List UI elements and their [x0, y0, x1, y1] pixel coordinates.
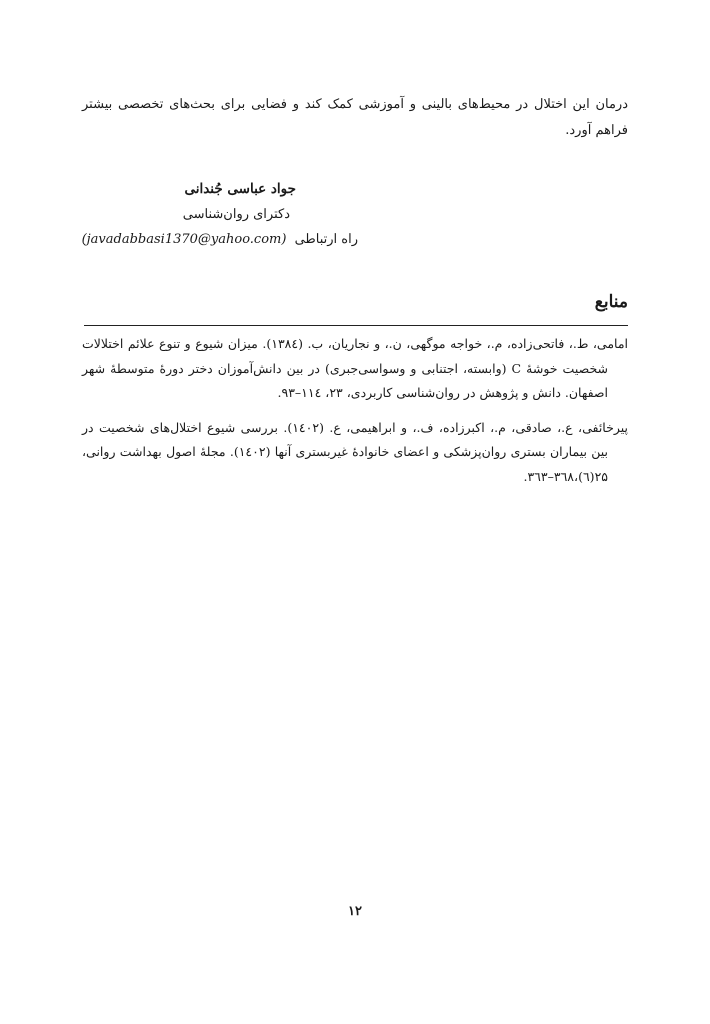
reference-item: امامی، ط.، فاتحی‌زاده، م.، خواجه موگهی، ن.، و نجاریان، ب. (۱۳۸٤). میزان شیوع و تنوع علائم اختلالات شخصیت خوشهٔ C (وابسته، اجتنابی و وسواسی‌جبری) در بین دانش‌آموزان دختر دورهٔ متوسطهٔ شهر اصفهان. دانش و پژوهش در روان‌شناسی کاربردی، ۲۳، ۱۱٤–۹۳. — [82, 336, 628, 400]
reference-item: پیرخائفی، ع.، صادقی، م.، اکبرزاده، ف.، و ابراهیمی، ع. (۱٤۰۲). بررسی شیوع اختلال‌های شخصیت در بین بیماران بستری روان‌پزشکی و اعضای خانوادهٔ غیربستری آنها (۱٤۰۲). مجلهٔ اصول بهداشت روانی، ۲۵(٦)،۳٦۸–۳٦۳. — [82, 419, 628, 484]
references-list — [82, 332, 628, 499]
sources-heading: منابع — [594, 292, 628, 312]
author-signature — [58, 177, 358, 252]
author-email: (javadabbasi1370@yahoo.com) — [81, 232, 287, 247]
contact-label: راه ارتباطی — [294, 232, 358, 247]
page-number: ۱۲ — [348, 904, 362, 919]
intro-text: درمان این اختلال در محیط‌های بالینی و آموزشی کمک کند و فضایی برای بحث‌های تخصصی بیشتر فراهم آورد. — [82, 97, 628, 138]
author-name: جواد عباسی جُندانی — [184, 181, 296, 197]
author-contact — [58, 227, 358, 252]
sources-divider — [84, 325, 628, 326]
author-degree: دکترای روان‌شناسی — [182, 207, 290, 222]
intro-paragraph — [82, 92, 628, 144]
